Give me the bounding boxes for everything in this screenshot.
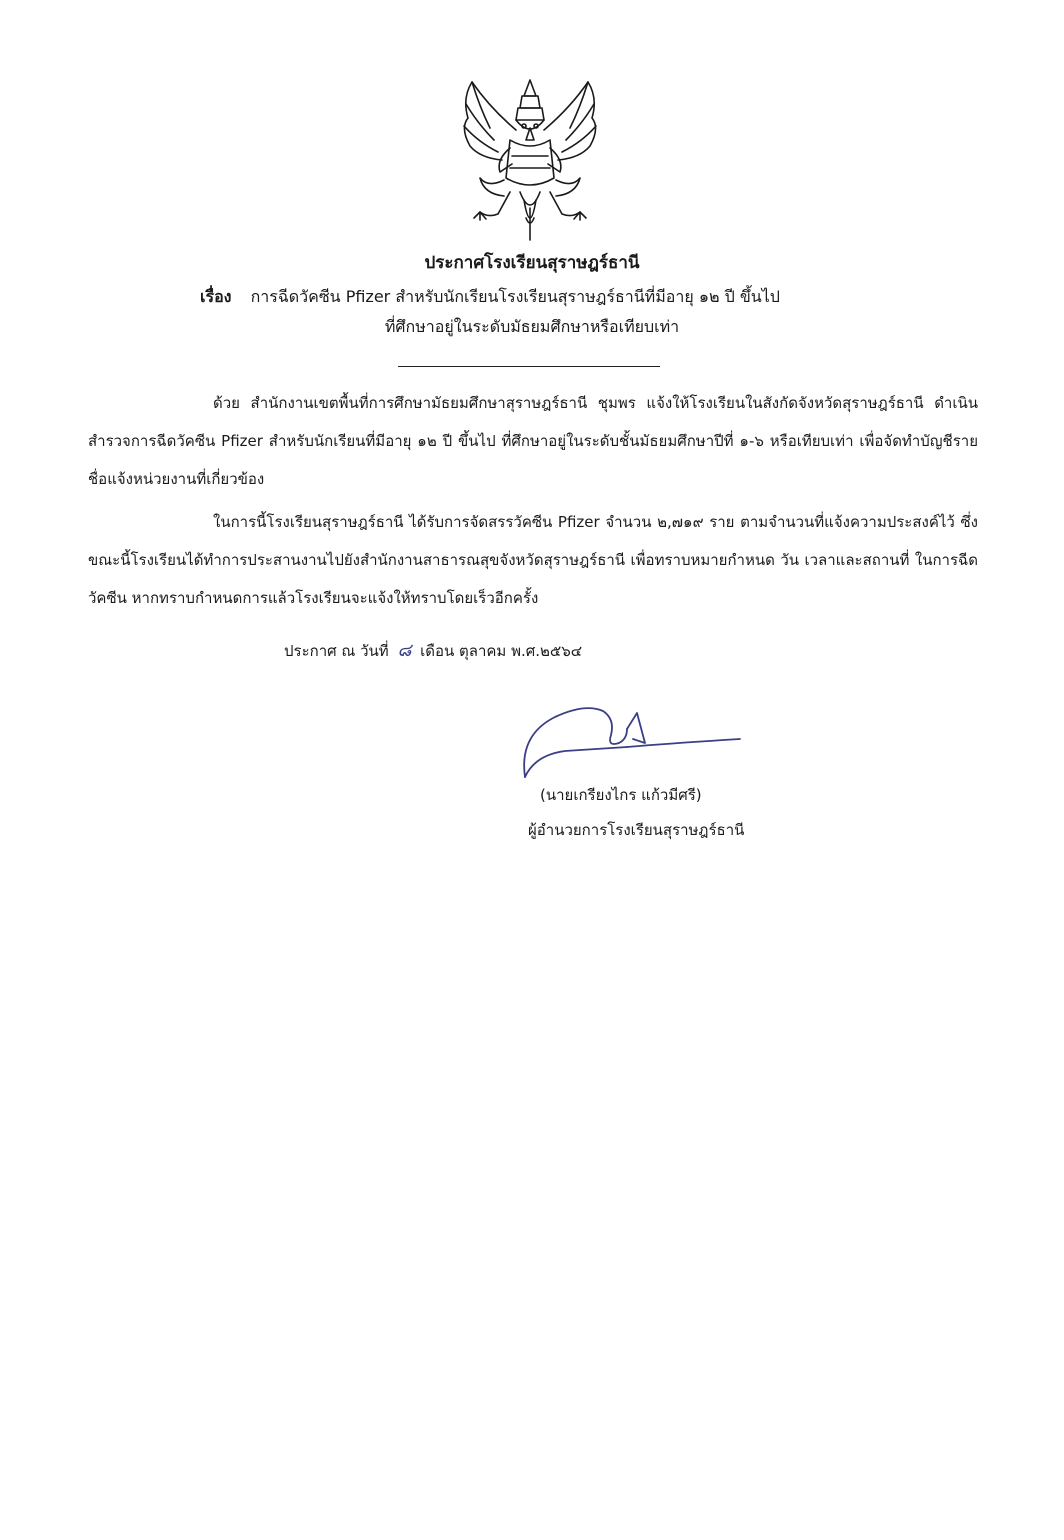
subject-row bbox=[200, 282, 900, 312]
paragraph-2-text: ในการนี้โรงเรียนสุราษฎร์ธานี ได้รับการจัดสรรวัคซีน Pfizer จำนวน ๒,๗๑๙ ราย ตามจำนวนที่แจ้งความประสงค์ไว้ ซึ่งขณะนี้โรงเรียนได้ทำการประสานงานไปยังสำนักงานสาธารณสุขจังหวัดสุราษฎร์ธานี เพื่อทราบหมายกำหนด วัน เวลาและสถานที่ ในการฉีดวัคซีน หากทราบกำหนดการแล้วโรงเรียนจะแจ้งให้ทราบโดยเร็วอีกครั้ง bbox=[88, 513, 978, 607]
garuda-emblem-icon bbox=[440, 68, 620, 248]
announce-suffix: เดือน ตุลาคม พ.ศ.๒๕๖๔ bbox=[420, 642, 583, 660]
announcement-date bbox=[284, 636, 582, 666]
paragraph-2 bbox=[88, 503, 978, 617]
signature-icon bbox=[515, 695, 745, 790]
signer-name: (นายเกรียงไกร แก้วมีศรี) bbox=[540, 786, 702, 804]
signer-title: ผู้อำนวยการโรงเรียนสุราษฎร์ธานี bbox=[528, 821, 745, 839]
paragraph-1-text: ด้วย สำนักงานเขตพื้นที่การศึกษามัธยมศึกษาสุราษฎร์ธานี ชุมพร แจ้งให้โรงเรียนในสังกัดจังหวัดสุราษฎร์ธานี ดำเนินสำรวจการฉีดวัคซีน Pfizer สำหรับนักเรียนที่มีอายุ ๑๒ ปี ขึ้นไป ที่ศึกษาอยู่ในระดับชั้นมัธยมศึกษาปีที่ ๑-๖ หรือเทียบเท่า เพื่อจัดทำบัญชีรายชื่อแจ้งหน่วยงานที่เกี่ยวข้อง bbox=[88, 394, 978, 488]
announce-prefix: ประกาศ ณ วันที่ bbox=[284, 642, 389, 660]
announce-day: ๘ bbox=[397, 640, 412, 661]
subject-line-1: การฉีดวัคซีน Pfizer สำหรับนักเรียนโรงเรียนสุราษฎร์ธานีที่มีอายุ ๑๒ ปี ขึ้นไป bbox=[250, 287, 780, 306]
divider bbox=[398, 366, 660, 367]
page-title: ประกาศโรงเรียนสุราษฎร์ธานี bbox=[424, 253, 640, 273]
subject-label: เรื่อง bbox=[200, 287, 232, 306]
paragraph-1 bbox=[88, 384, 978, 498]
subject-line-2: ที่ศึกษาอยู่ในระดับมัธยมศึกษาหรือเทียบเท่า bbox=[384, 317, 680, 336]
